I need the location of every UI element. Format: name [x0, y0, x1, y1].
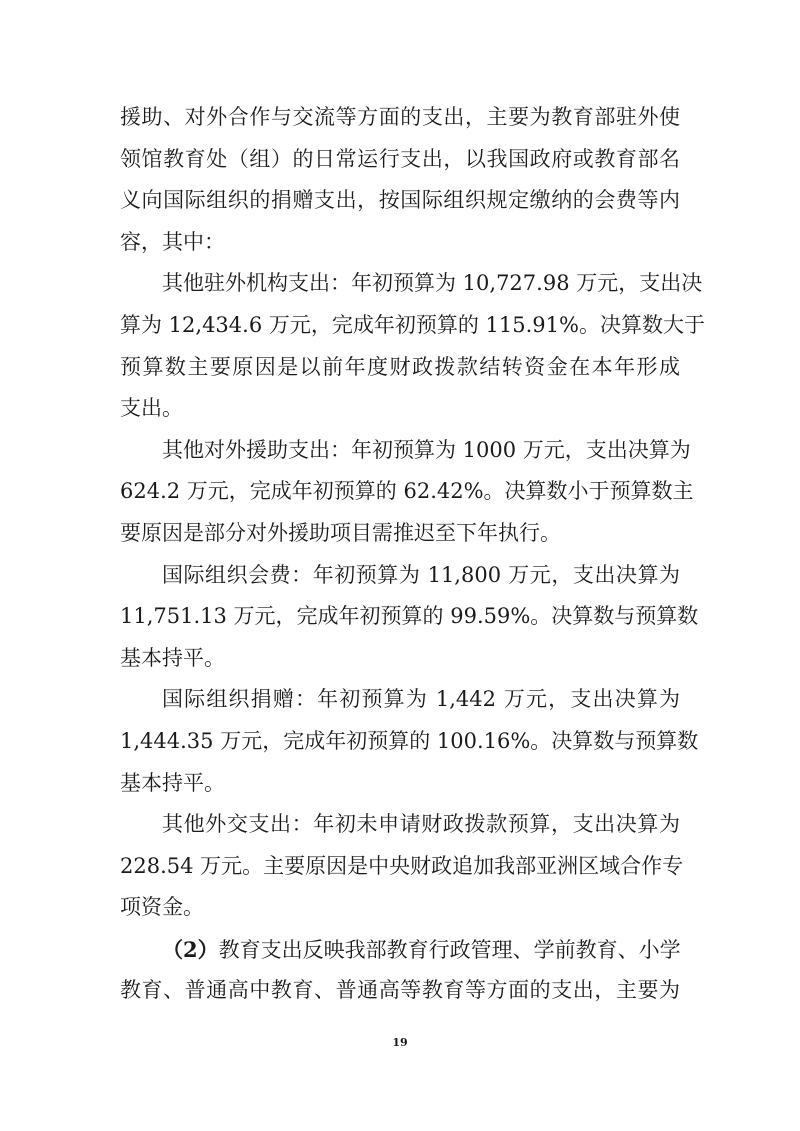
paragraph-diplomatic-line-2: 228.54 万元。主要原因是中央财政追加我部亚洲区域合作专: [120, 853, 684, 878]
section-number: （2）: [162, 936, 219, 962]
paragraph-donations-line-2: 1,444.35 万元，完成年初预算的 100.16%。决算数与预算数: [120, 728, 699, 753]
paragraph-fees-line-3: 基本持平。: [120, 645, 225, 670]
paragraph-education-line-1-text: 教育支出反映我部教育行政管理、学前教育、小学: [218, 937, 681, 962]
paragraph-overseas-line-1: 其他驻外机构支出：年初预算为 10,727.98 万元，支出决: [162, 271, 703, 296]
paragraph-fees-line-1: 国际组织会费：年初预算为 11,800 万元，支出决算为: [162, 562, 680, 587]
paragraph-fees-line-2: 11,751.13 万元，完成年初预算的 99.59%。决算数与预算数: [120, 604, 699, 629]
paragraph-aid-line-3: 要原因是部分对外援助项目需推迟至下年执行。: [120, 520, 561, 545]
paragraph-intro-line-4: 容，其中：: [120, 229, 225, 254]
body-text: [120, 97, 705, 1012]
paragraph-donations-line-1: 国际组织捐赠：年初预算为 1,442 万元，支出决算为: [162, 687, 680, 712]
paragraph-intro-line-3: 义向国际组织的捐赠支出，按国际组织规定缴纳的会费等内: [120, 188, 680, 213]
page-number: 19: [392, 1036, 408, 1049]
paragraph-intro-line-2: 领馆教育处（组）的日常运行支出，以我国政府或教育部名: [120, 146, 680, 171]
paragraph-donations-line-3: 基本持平。: [120, 770, 225, 795]
paragraph-overseas-line-4: 支出。: [120, 396, 183, 421]
paragraph-education-line-2: 教育、普通高中教育、普通高等教育等方面的支出，主要为: [120, 978, 680, 1003]
paragraph-diplomatic-line-1: 其他外交支出：年初未申请财政拨款预算，支出决算为: [162, 812, 680, 837]
paragraph-aid-line-2: 624.2 万元，完成年初预算的 62.42%。决算数小于预算数主: [120, 479, 694, 504]
paragraph-intro-line-1: 援助、对外合作与交流等方面的支出，主要为教育部驻外使: [120, 105, 680, 129]
paragraph-overseas-line-3: 预算数主要原因是以前年度财政拨款结转资金在本年形成: [120, 354, 680, 379]
paragraph-aid-line-1: 其他对外援助支出：年初预算为 1000 万元，支出决算为: [162, 437, 691, 462]
paragraph-education-line-1: [120, 929, 680, 971]
paragraph-overseas-line-2: 算为 12,434.6 万元，完成年初预算的 115.91%。决算数大于: [120, 312, 705, 337]
paragraph-diplomatic-line-3: 项资金。: [120, 895, 204, 920]
